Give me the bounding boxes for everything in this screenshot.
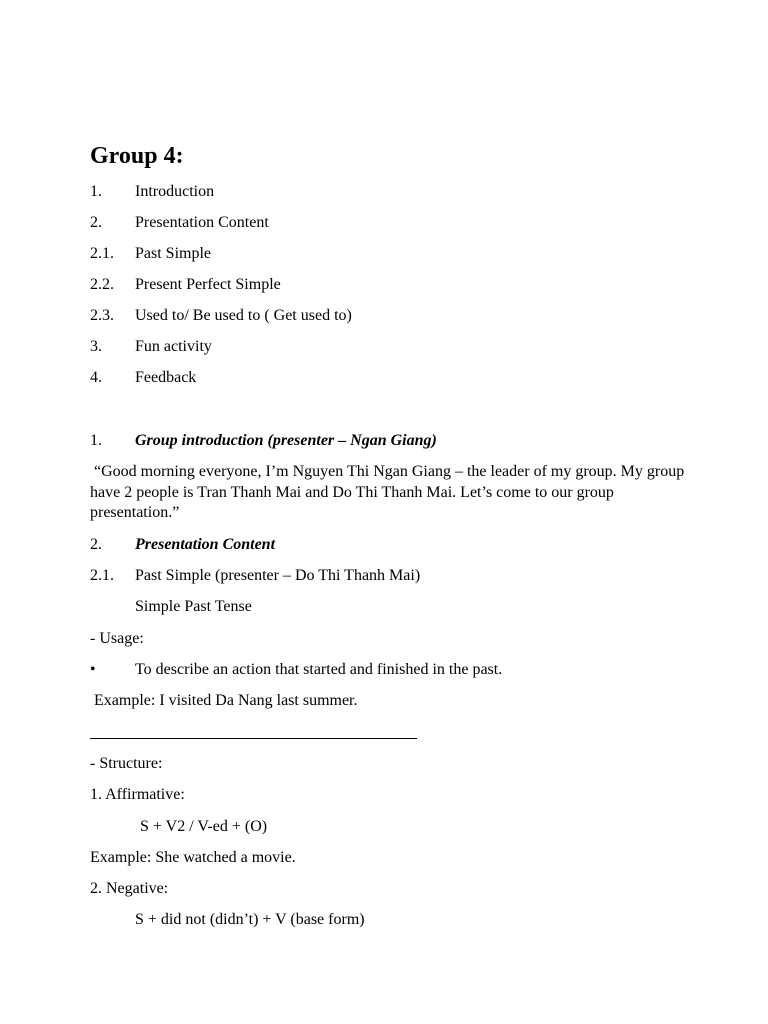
usage-example: Example: I visited Da Nang last summer. xyxy=(94,692,358,709)
section-title: Past Simple (presenter – Do Thi Thanh Mai) xyxy=(135,567,421,584)
negative-label: 2. Negative: xyxy=(90,880,169,897)
section-title: Presentation Content xyxy=(135,536,276,553)
toc-number: 2. xyxy=(90,214,102,231)
document-heading: Group 4: xyxy=(90,143,184,169)
toc-number: 1. xyxy=(90,183,102,200)
intro-paragraph: “Good morning everyone, I’m Nguyen Thi Ngan Giang – the leader of my group. My group have 2 people is Tran Thanh Mai and Do Thi Thanh Mai. Let’s come to our group presentation.” xyxy=(90,463,685,521)
section-number: 1. xyxy=(90,432,102,449)
toc-text: Present Perfect Simple xyxy=(135,276,281,293)
toc-text: Presentation Content xyxy=(135,214,269,231)
bullet-text: To describe an action that started and finished in the past. xyxy=(135,661,503,678)
toc-text: Past Simple xyxy=(135,245,212,262)
horizontal-rule xyxy=(90,738,417,739)
affirmative-formula: S + V2 / V-ed + (O) xyxy=(140,818,268,835)
section-title: Group introduction (presenter – Ngan Giang) xyxy=(135,432,437,449)
toc-number: 3. xyxy=(90,338,102,355)
affirmative-example: Example: She watched a movie. xyxy=(90,849,296,866)
toc-text: Used to/ Be used to ( Get used to) xyxy=(135,307,352,324)
structure-label: - Structure: xyxy=(90,755,163,772)
usage-label: - Usage: xyxy=(90,630,144,647)
toc-number: 2.3. xyxy=(90,307,114,324)
negative-formula: S + did not (didn’t) + V (base form) xyxy=(135,911,365,928)
toc-text: Feedback xyxy=(135,369,197,386)
section-number: 2.1. xyxy=(90,567,114,584)
section-number: 2. xyxy=(90,536,102,553)
toc-number: 2.2. xyxy=(90,276,114,293)
bullet-icon: • xyxy=(90,661,96,678)
section-subtitle: Simple Past Tense xyxy=(135,598,252,615)
toc-number: 2.1. xyxy=(90,245,114,262)
toc-text: Fun activity xyxy=(135,338,212,355)
toc-text: Introduction xyxy=(135,183,215,200)
toc-number: 4. xyxy=(90,369,102,386)
affirmative-label: 1. Affirmative: xyxy=(90,786,185,803)
